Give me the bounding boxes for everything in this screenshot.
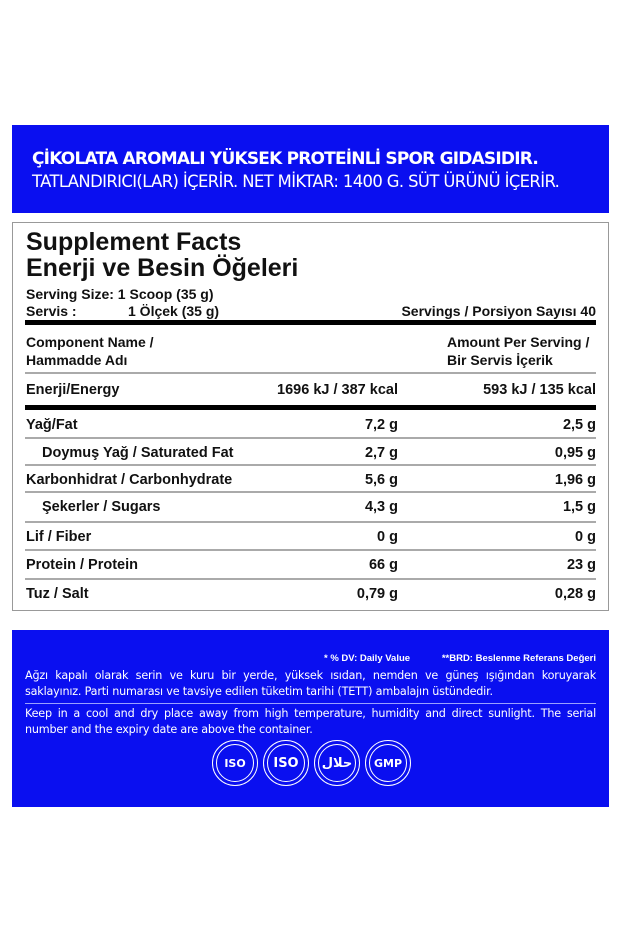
per-100g: 2,7 g [364,445,398,461]
nutrient-name: Enerji/Energy [26,382,120,398]
iso-22000-seal-icon: ISO [263,740,309,786]
iso-9001-seal-icon: ISO [212,740,258,786]
facts-title-tr: Enerji ve Besin Öğeleri [26,254,299,282]
per-serving: 1,96 g [554,472,596,488]
gmp-seal-icon: GMP [365,740,411,786]
per-serving: 593 kJ / 135 kcal [483,382,596,398]
per-100g: 4,3 g [364,499,398,515]
nutrient-name: Protein / Protein [26,557,138,573]
nutrient-name: Karbonhidrat / Carbonhydrate [26,472,233,488]
divider [25,703,596,704]
halal-seal-icon: حلال [314,740,360,786]
divider [25,320,596,325]
nutrient-name: Tuz / Salt [26,586,89,602]
serving-size: Serving Size: 1 Scoop (35 g) [26,286,214,302]
nutrient-row [25,580,596,609]
servings-count: Servings / Porsiyon Sayısı 40 [401,303,596,319]
col-header-name-tr: Hammadde Adı [26,352,128,368]
col-header-amount-tr: Bir Servis İçerik [447,352,553,368]
storage-tr: Ağzı kapalı olarak serin ve kuru bir yerde, yüksek ısıdan, nemden ve güneş ışığından koruyarak saklayınız. Parti numarası ve tavsiye edilen tüketim tarihi (TETT) ambalajın üstündedir. [25,669,596,698]
supplement-facts-panel [12,222,609,611]
per-100g: 0,79 g [356,586,398,602]
col-header-name: Component Name / [26,334,154,350]
nutrient-name: Yağ/Fat [26,417,78,433]
col-header-amount: Amount Per Serving / [447,334,590,350]
energy-row [25,376,596,405]
nutrient-row [25,493,596,522]
divider [25,372,596,374]
per-100g: 5,6 g [364,472,398,488]
storage-info-band [12,630,609,807]
product-description: ÇİKOLATA AROMALI YÜKSEK PROTEİNLİ SPOR GIDASIDIR. [32,149,538,169]
product-header-band [12,125,609,213]
nutrient-row [25,411,596,440]
storage-en: Keep in a cool and dry place away from high temperature, humidity and direct sunlight. The serial number and the expiry date are above the container. [25,707,596,736]
dv-note: * % DV: Daily Value [324,653,411,664]
servis-label: Servis : [26,303,77,319]
per-100g: 0 g [377,529,398,545]
nutrient-row [25,523,596,552]
per-serving: 0,95 g [554,445,596,461]
divider [25,405,596,410]
per-serving: 23 g [566,557,596,573]
servis-value: 1 Ölçek (35 g) [128,303,220,319]
per-100g: 1696 kJ / 387 kcal [277,382,398,398]
per-serving: 1,5 g [562,499,596,515]
nutrient-name: Lif / Fiber [26,529,92,545]
per-serving: 0,28 g [554,586,596,602]
per-100g: 66 g [368,557,398,573]
nutrient-row [25,551,596,580]
per-100g: 7,2 g [364,417,398,433]
product-info: TATLANDIRICI(LAR) İÇERİR. NET MİKTAR: 1400 G. SÜT ÜRÜNÜ İÇERİR. [32,172,560,191]
nutrient-name: Doymuş Yağ / Saturated Fat [42,445,234,461]
nutrient-name: Şekerler / Sugars [42,499,161,515]
brd-note: **BRD: Beslenme Referans Değeri [441,653,596,664]
facts-title: Supplement Facts [26,228,242,256]
per-serving: 2,5 g [562,417,596,433]
per-serving: 0 g [575,529,596,545]
